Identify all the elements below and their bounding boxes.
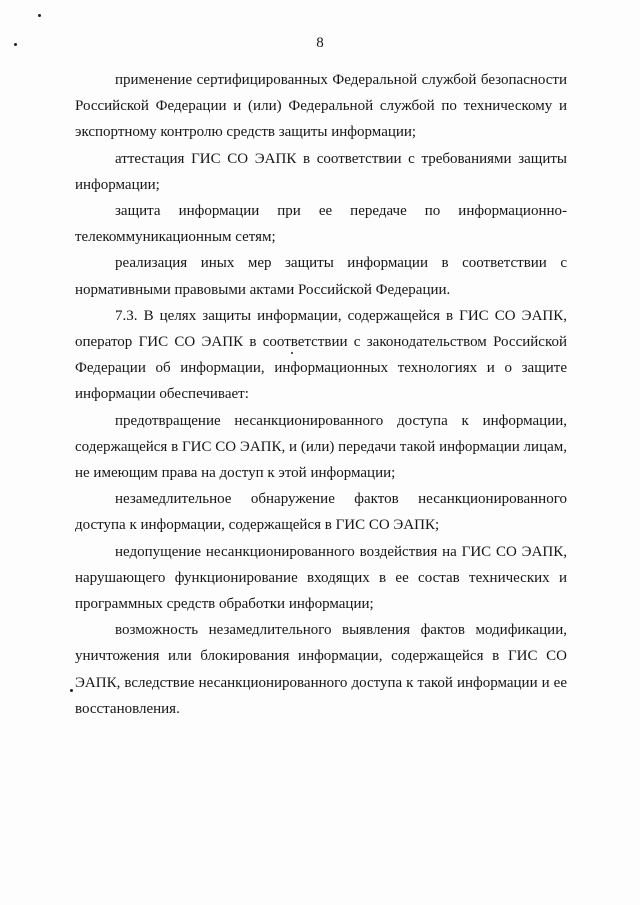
- paragraph: аттестация ГИС СО ЭАПК в соответствии с требованиями защиты информации;: [75, 150, 567, 193]
- scan-speck: [38, 14, 41, 17]
- paragraph: незамедлительное обнаружение фактов несанкционированного доступа к информации, содержащейся в ГИС СО ЭАПК;: [75, 491, 567, 534]
- scan-speck: [70, 689, 73, 692]
- paragraph: предотвращение несанкционированного доступа к информации, содержащейся в ГИС СО ЭАПК, и (или) передачи такой информации лицам, не имеющим права на доступ к этой информации;: [75, 412, 567, 482]
- paragraph: реализация иных мер защиты информации в соответствии с нормативными правовыми актами Российской Федерации.: [75, 255, 567, 298]
- body-text: [75, 67, 567, 722]
- paragraph: применение сертифицированных Федеральной службой безопасности Российской Федерации и (или) Федеральной службой по техническому и экспортному контролю средств защиты информации;: [75, 72, 567, 141]
- paragraph: 7.3. В целях защиты информации, содержащейся в ГИС СО ЭАПК, оператор ГИС СО ЭАПК в соответствии с законодательством Российской Федерации об информации, информационных технологиях и о защите информации обеспечивает:: [75, 307, 567, 403]
- page-number: 8: [316, 35, 324, 51]
- paragraph: защита информации при ее передаче по информационно-телекоммуникационным сетям;: [75, 203, 567, 246]
- paragraph: возможность незамедлительного выявления фактов модификации, уничтожения или блокирования информации, содержащейся в ГИС СО ЭАПК, вследствие несанкционированного доступа к такой информации и ее восстановления.: [75, 622, 567, 717]
- paragraph: недопущение несанкционированного воздействия на ГИС СО ЭАПК, нарушающего функционирование входящих в ее состав технических и программных средств обработки информации;: [75, 543, 567, 613]
